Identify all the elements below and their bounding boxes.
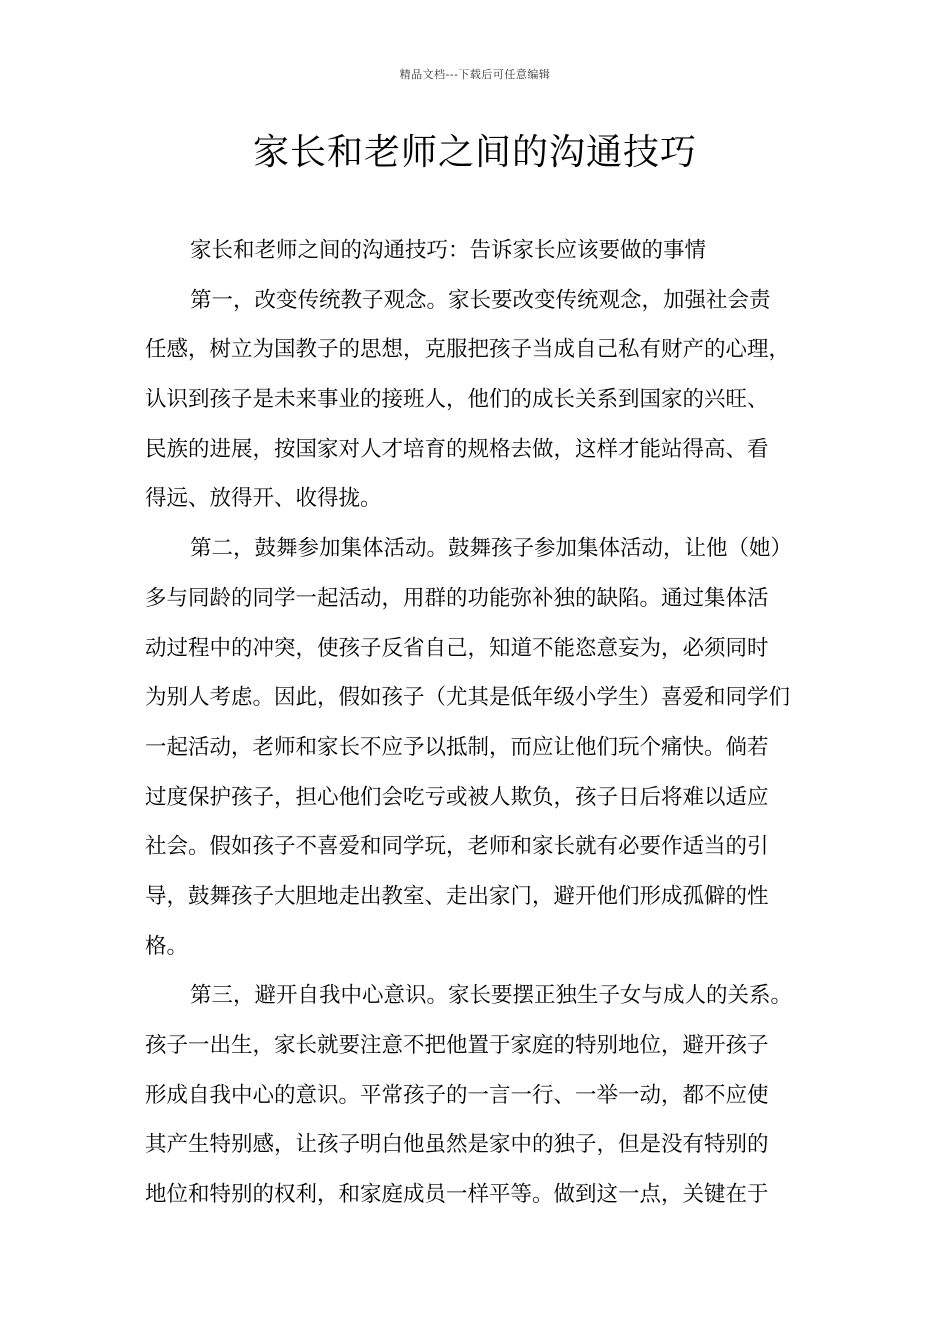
paragraph-3-line: 形成自我中心的意识。平常孩子的一言一行、一举一动，都不应使 <box>145 1082 769 1108</box>
paragraph-1-line: 认识到孩子是未来事业的接班人，他们的成长关系到国家的兴旺、 <box>145 387 769 413</box>
paragraph-2-line: 过度保护孩子，担心他们会吃亏或被人欺负，孩子日后将难以适应 <box>145 784 769 810</box>
paragraph-3-line: 第三，避开自我中心意识。家长要摆正独生子女与成人的关系。 <box>190 983 793 1009</box>
page-header: 精品文档---下载后可任意编辑 <box>399 68 551 81</box>
paragraph-2-line: 第二，鼓舞参加集体活动。鼓舞孩子参加集体活动，让他（她） <box>190 536 793 562</box>
paragraph-3-line: 孩子一出生，家长就要注意不把他置于家庭的特别地位，避开孩子 <box>145 1033 769 1058</box>
document-body <box>145 226 807 1220</box>
paragraph-2-line: 动过程中的冲突，使孩子反省自己，知道不能恣意妄为，必须同时 <box>145 635 769 661</box>
paragraph-2-line: 社会。假如孩子不喜爱和同学玩，老师和家长就有必要作适当的引 <box>145 834 769 860</box>
paragraph-3-line: 其产生特别感，让孩子明白他虽然是家中的独子，但是没有特别的 <box>145 1132 769 1158</box>
paragraph-3-line: 地位和特别的权利，和家庭成员一样平等。做到这一点，关键在于 <box>145 1182 769 1208</box>
paragraph-1-line: 得远、放得开、收得拢。 <box>145 486 382 512</box>
paragraph-1-line: 民族的进展，按国家对人才培育的规格去做，这样才能站得高、看 <box>145 436 769 462</box>
paragraph-2-line: 导，鼓舞孩子大胆地走出教室、走出家门，避开他们形成孤僻的性 <box>145 883 769 909</box>
paragraph-1-line: 任感，树立为国教子的思想，克服把孩子当成自己私有财产的心理， <box>145 337 791 363</box>
paragraph-2-line: 多与同龄的同学一起活动，用群的功能弥补独的缺陷。通过集体活 <box>145 585 769 611</box>
intro-line: 家长和老师之间的沟通技巧：告诉家长应该要做的事情 <box>190 238 707 263</box>
paragraph-2-line: 格。 <box>145 933 189 959</box>
paragraph-2-line: 一起活动，老师和家长不应予以抵制，而应让他们玩个痛快。倘若 <box>145 734 769 760</box>
paragraph-1-line: 第一，改变传统教子观念。家长要改变传统观念，加强社会责 <box>190 287 771 313</box>
paragraph-2-line: 为别人考虑。因此，假如孩子（尤其是低年级小学生）喜爱和同学们 <box>145 685 791 711</box>
document-title: 家长和老师之间的沟通技巧 <box>252 132 697 173</box>
